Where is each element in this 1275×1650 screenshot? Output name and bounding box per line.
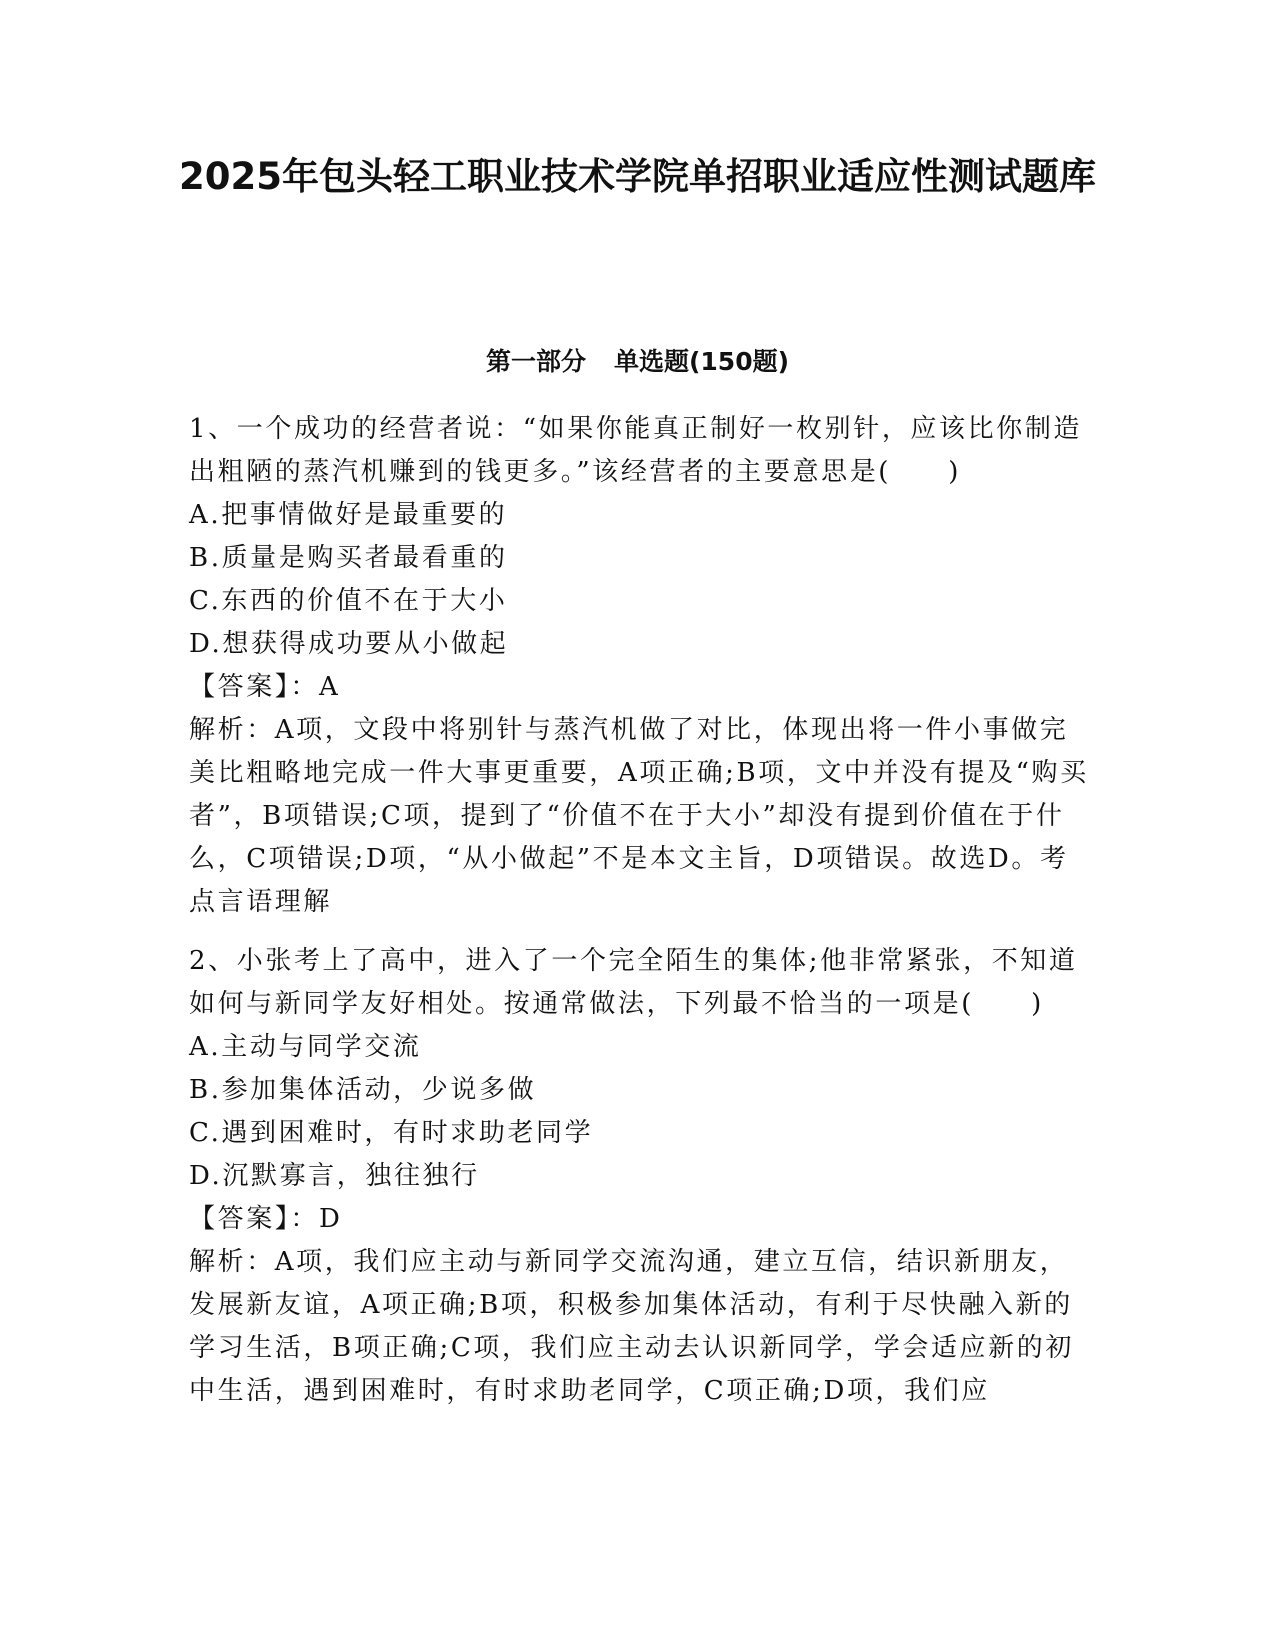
question-item	[189, 940, 1089, 1413]
answer-label: 【答案】：D	[189, 1204, 343, 1234]
section-part: 第一部分	[485, 347, 586, 376]
document-title: 2025年包头轻工职业技术学院单招职业适应性测试题库	[179, 155, 1096, 198]
option-a: A.把事情做好是最重要的	[189, 500, 508, 530]
option-b: B.参加集体活动，少说多做	[189, 1075, 537, 1105]
analysis-text: 解析：A项，我们应主动与新同学交流沟通，建立互信，结识新朋友，发展新友谊，A项正确;B项，积极参加集体活动，有利于尽快融入新的学习生活，B项正确;C项，我们应主动去认识新同学，学会适应新的初中生活，遇到困难时，有时求助老同学，C项正确;D项，我们应	[189, 1247, 1074, 1406]
option-c: C.东西的价值不在于大小	[189, 586, 508, 616]
option-b: B.质量是购买者最看重的	[189, 543, 508, 573]
option-a: A.主动与同学交流	[189, 1032, 422, 1062]
question-stem: 1、一个成功的经营者说：“如果你能真正制好一枚别针，应该比你制造出粗陋的蒸汽机赚到的钱更多。”该经营者的主要意思是( )	[189, 414, 1083, 487]
section-title	[150, 344, 1125, 380]
question-list	[189, 408, 1089, 1429]
question-item	[189, 408, 1089, 924]
analysis-text: 解析：A项，文段中将别针与蒸汽机做了对比，体现出将一件小事做完美比粗略地完成一件大事更重要，A项正确;B项，文中并没有提及“购买者”，B项错误;C项，提到了“价值不在于大小”却没有提到价值在于什么，C项错误;D项，“从小做起”不是本文主旨，D项错误。故选D。考点言语理解	[189, 715, 1089, 917]
question-stem: 2、小张考上了高中，进入了一个完全陌生的集体;他非常紧张，不知道如何与新同学友好相处。按通常做法，下列最不恰当的一项是( )	[189, 946, 1078, 1019]
option-d: D.想获得成功要从小做起	[189, 629, 509, 659]
section-name: 单选题(150题)	[613, 347, 790, 376]
option-c: C.遇到困难时，有时求助老同学	[189, 1118, 594, 1148]
answer-label: 【答案】：A	[189, 672, 341, 702]
option-d: D.沉默寡言，独往独行	[189, 1161, 480, 1191]
